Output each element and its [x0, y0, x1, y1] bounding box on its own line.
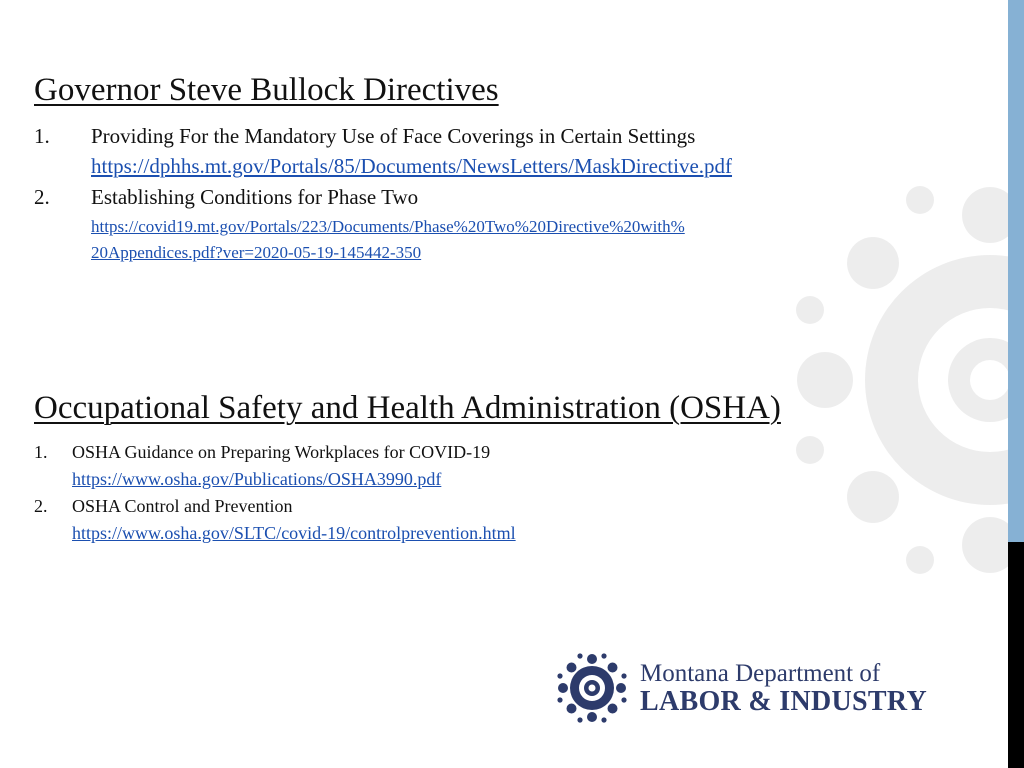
- montana-labor-logo: [556, 652, 936, 732]
- osha-heading: Occupational Safety and Health Administration (OSHA): [34, 390, 781, 426]
- osha-item-1-link[interactable]: https://www.osha.gov/Publications/OSHA3990.pdf: [72, 469, 442, 489]
- gov-item-2-link-line-2[interactable]: 20Appendices.pdf?ver=2020-05-19-145442-350: [91, 243, 422, 262]
- osha-item-2-title: OSHA Control and Prevention: [72, 496, 293, 516]
- accent-side-bar: [1008, 0, 1024, 768]
- osha-item-2-number: 2.: [34, 496, 48, 516]
- gov-item-2-title: Establishing Conditions for Phase Two: [91, 185, 419, 209]
- gov-item-2-link-line-1[interactable]: https://covid19.mt.gov/Portals/223/Documents/Phase%20Two%20Directive%20with%: [91, 217, 685, 236]
- osha-item-1-number: 1.: [34, 442, 48, 462]
- gov-item-1-title: Providing For the Mandatory Use of Face Coverings in Certain Settings: [91, 124, 696, 148]
- osha-item-1-title: OSHA Guidance on Preparing Workplaces for COVID-19: [72, 442, 491, 462]
- governor-directives-heading: Governor Steve Bullock Directives: [34, 72, 499, 108]
- logo-labor-industry-text: LABOR & INDUSTRY: [640, 686, 927, 717]
- osha-item-2-link[interactable]: https://www.osha.gov/SLTC/covid-19/controlprevention.html: [72, 523, 516, 543]
- gov-item-1-link[interactable]: https://dphhs.mt.gov/Portals/85/Documents/NewsLetters/MaskDirective.pdf: [91, 154, 733, 178]
- gov-item-2-number: 2.: [34, 185, 50, 209]
- logo-department-text: Montana Department of: [640, 660, 881, 687]
- gov-item-1-number: 1.: [34, 124, 50, 148]
- gear-logo-icon: [556, 652, 628, 724]
